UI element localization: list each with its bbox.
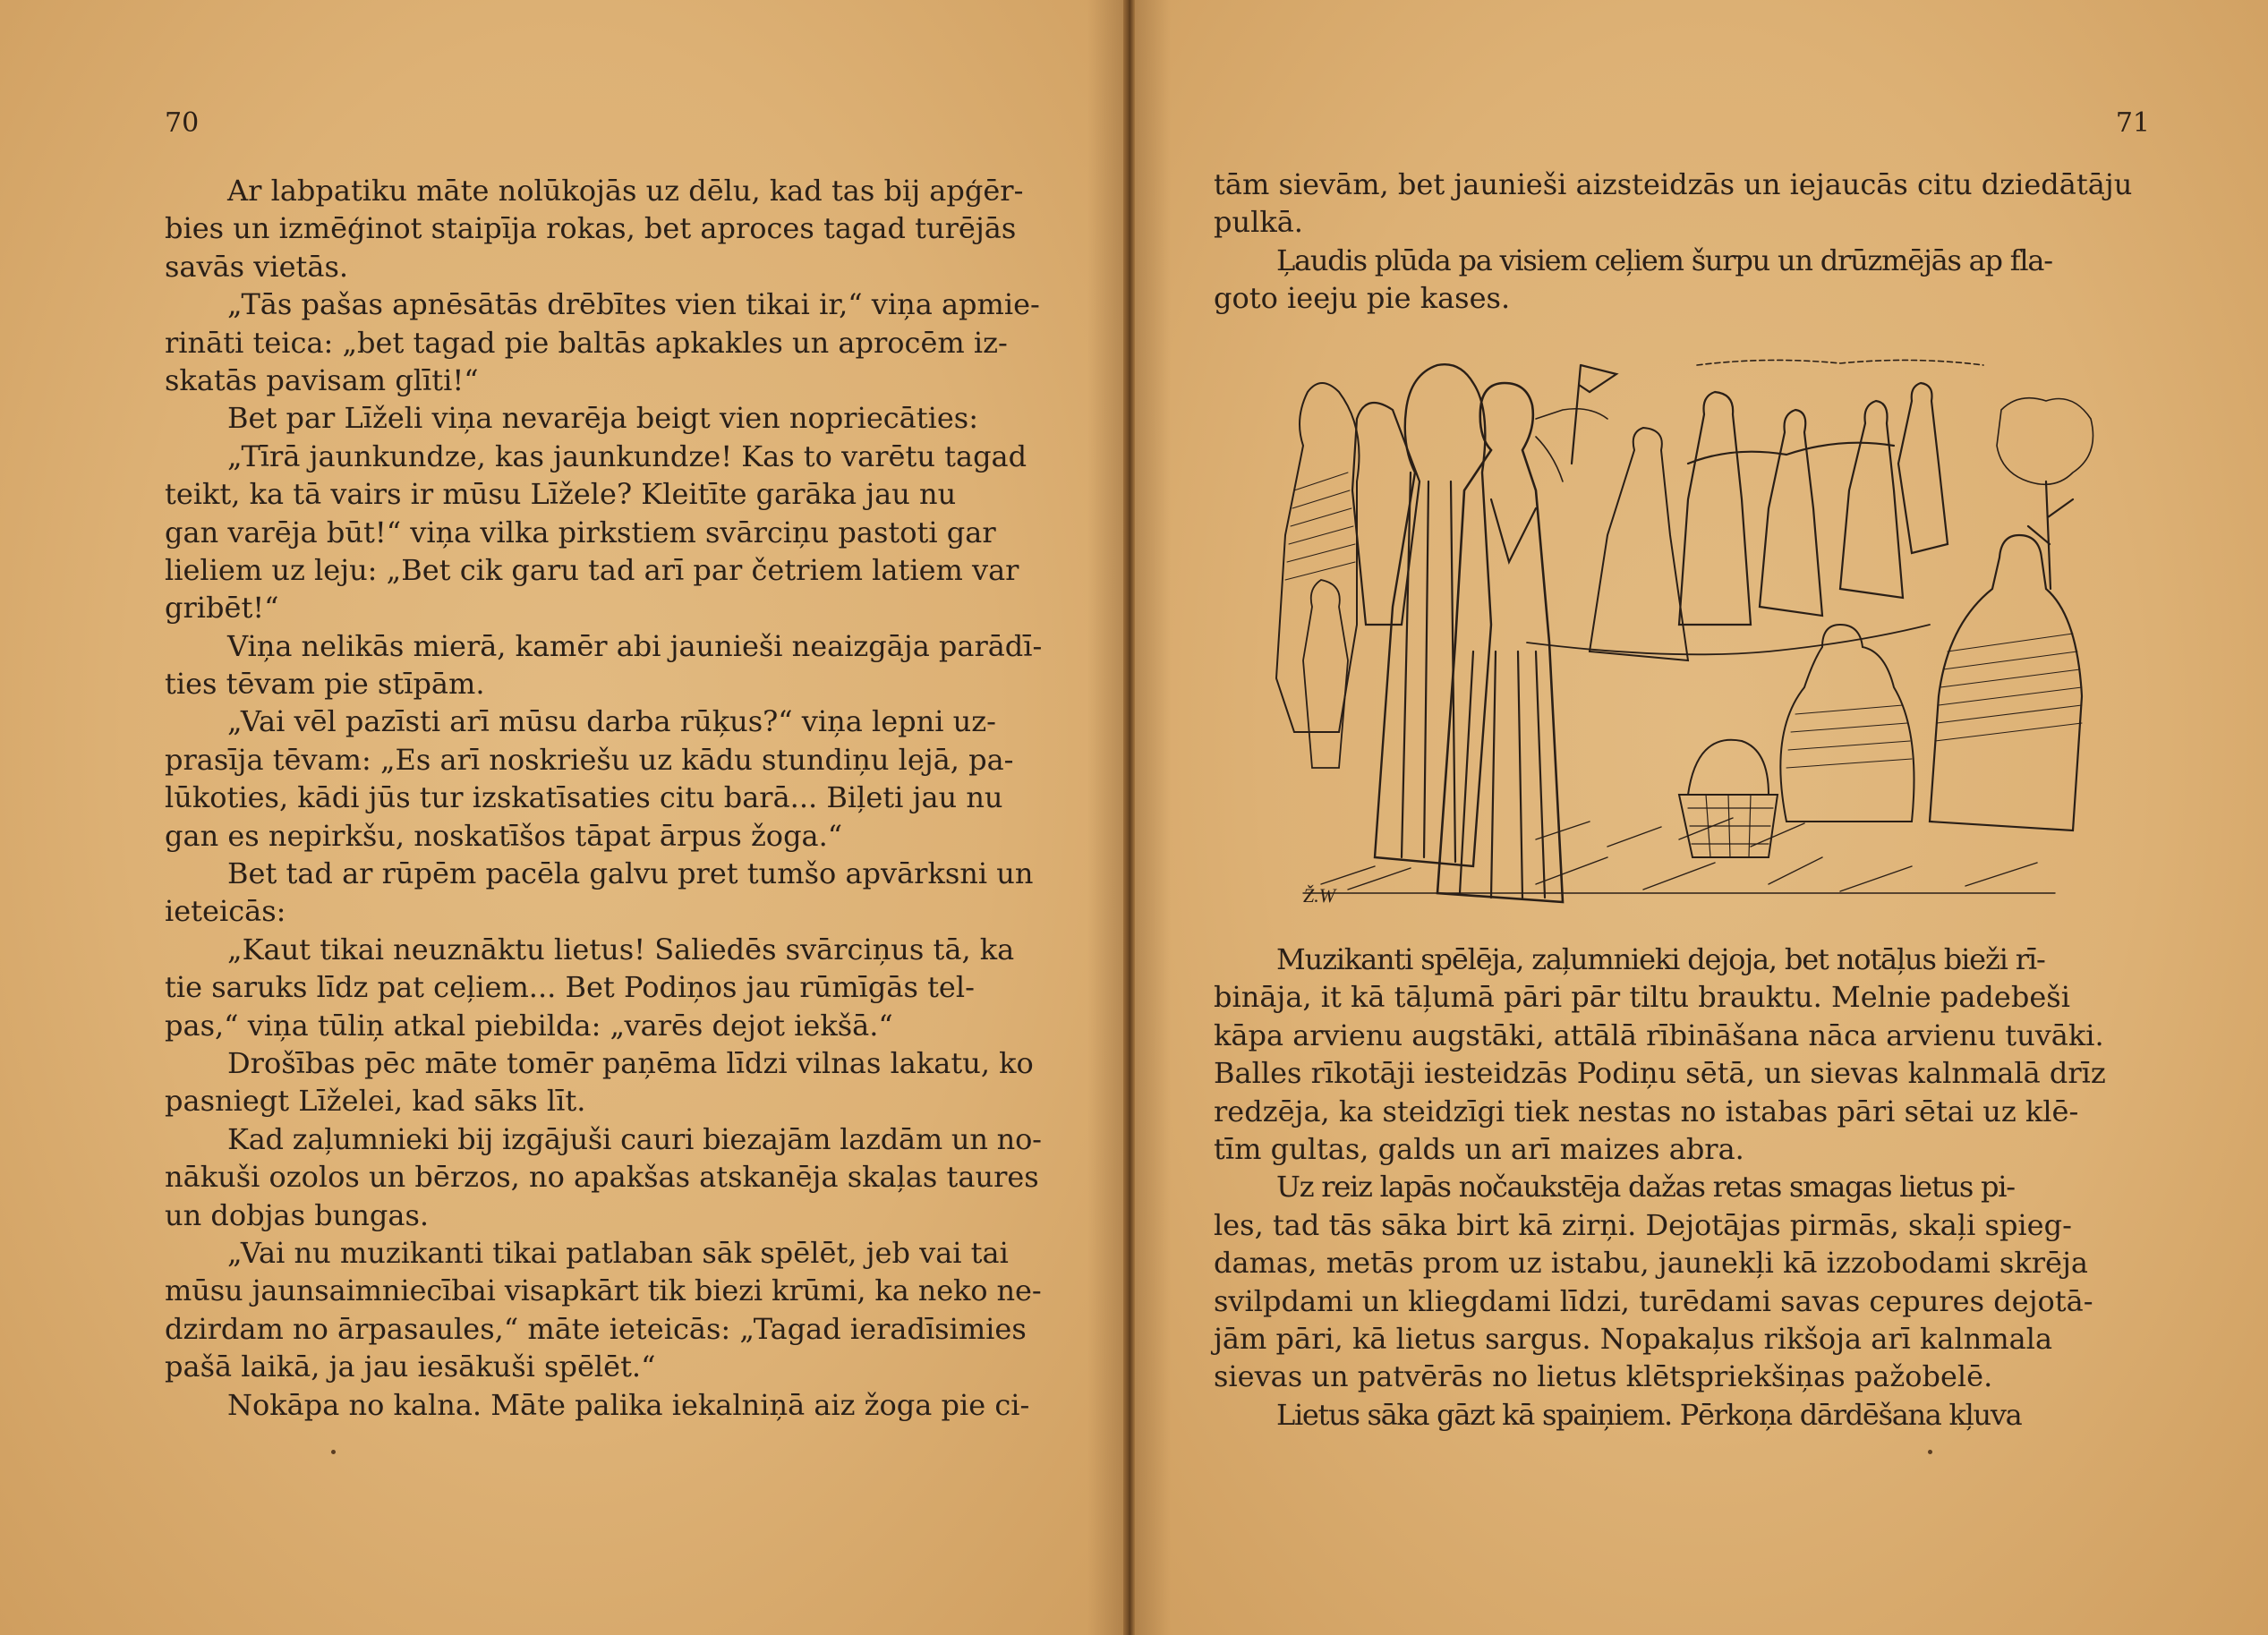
folk-dance-illustration	[1267, 356, 2107, 911]
text-line: pasniegt Līželei, kad sāks līt.	[165, 1084, 586, 1119]
text-line: nākuši ozolos un bērzos, no apakšas atskanēja skaļas taures	[165, 1160, 1039, 1195]
book-spine-gutter	[1123, 0, 1135, 1635]
text-line: rināti teica: „bet tagad pie baltās apkakles un aprocēm iz-	[165, 325, 1008, 360]
text-line: Kad zaļumnieki bij izgājuši cauri biezajām lazdām un no-	[227, 1121, 1042, 1156]
text-line: prasīja tēvam: „Es arī noskriešu uz kādu stundiņu lejā, pa-	[165, 742, 1014, 777]
text-line: bināja, it kā tāļumā pāri pār tiltu brauktu. Melnie padebeši	[1214, 980, 2070, 1015]
text-line: goto ieeju pie kases.	[1214, 281, 1511, 316]
text-line: Ļaudis plūda pa visiem ceļiem šurpu un drūzmējās ap fla-	[1276, 243, 2052, 277]
left-page	[0, 0, 1123, 1635]
text-line: „Vai nu muzikanti tikai patlaban sāk spēlēt, jeb vai tai	[227, 1235, 1009, 1270]
text-line: tīm gultas, galds un arī maizes abra.	[1214, 1131, 1744, 1166]
text-line: kāpa arvienu augstāki, attālā rībināšana nāca arvienu tuvāki.	[1214, 1018, 2104, 1052]
text-line: lūkoties, kādi jūs tur izskatīsaties citu barā... Biļeti jau nu	[165, 780, 1003, 815]
left-page-text	[165, 172, 1042, 1424]
text-line: gan varēja būt!“ viņa vilka pirkstiem svārciņu pastoti gar	[165, 515, 996, 549]
text-line: ieteicās:	[165, 894, 286, 929]
text-line: Lietus sāka gāzt kā spaiņiem. Pērkoņa dārdēšana kļuva	[1276, 1397, 2022, 1432]
text-line: bies un izmēģinot staipīja rokas, bet aproces tagad turējās	[165, 211, 1017, 246]
text-line: pas,“ viņa tūliņ atkal piebilda: „varēs dejot iekšā.“	[165, 1008, 893, 1043]
text-line: „Tīrā jaunkundze, kas jaunkundze! Kas to varētu tagad	[227, 439, 1027, 473]
text-line: Bet par Līželi viņa nevarēja beigt vien nopriecāties:	[227, 401, 978, 436]
text-line: skatās pavisam glīti!“	[165, 362, 479, 397]
text-line: gan es nepirkšu, noskatīšos tāpat ārpus žoga.“	[165, 818, 843, 853]
text-line: gribēt!“	[165, 591, 279, 626]
page-number-left: 70	[165, 107, 200, 139]
text-line: Nokāpa no kalna. Māte palika iekalniņā aiz žoga pie ci-	[227, 1387, 1030, 1422]
text-line: „Tās pašas apnēsātās drēbītes vien tikai ir,“ viņa apmie-	[227, 287, 1040, 322]
text-line: sievas un patvērās no lietus klētspriekšiņas pažobelē.	[1214, 1359, 1993, 1394]
page-number-right: 71	[2115, 107, 2150, 139]
print-speck	[331, 1450, 336, 1454]
right-page-text-top	[1214, 166, 2268, 318]
text-line: les, tad tās sāka birt kā zirņi. Dejotājas pirmās, skaļi spieg-	[1214, 1207, 2072, 1242]
text-line: Uz reiz lapās nočaukstēja dažas retas smagas lietus pi-	[1276, 1170, 2015, 1205]
text-line: lieliem uz leju: „Bet cik garu tad arī par četriem latiem var	[165, 552, 1019, 587]
text-line: savās vietās.	[165, 249, 349, 284]
text-line: Viņa nelikās mierā, kamēr abi jaunieši neaizgāja parādī-	[227, 628, 1043, 663]
text-line: Ar labpatiku māte nolūkojās uz dēlu, kad tas bij apģēr-	[227, 174, 1024, 208]
right-page-text-bottom	[1214, 941, 2268, 1434]
text-line: tie saruks līdz pat ceļiem... Bet Podiņos jau rūmīgās tel-	[165, 970, 975, 1005]
text-line: Bet tad ar rūpēm pacēla galvu pret tumšo apvārksni un	[227, 856, 1034, 891]
text-line: Balles rīkotāji iesteidzās Podiņu sētā, un sievas kalnmalā drīz	[1214, 1056, 2106, 1091]
text-line: redzēja, ka steidzīgi tiek nestas no istabas pāri sētai uz klē-	[1214, 1094, 2079, 1128]
text-line: dzirdam no ārpasaules,“ māte ieteicās: „Tagad ieradīsimies	[165, 1311, 1027, 1346]
print-speck	[1928, 1450, 1932, 1454]
text-line: Drošības pēc māte tomēr paņēma līdzi vilnas lakatu, ko	[227, 1045, 1034, 1080]
text-line: jām pāri, kā lietus sargus. Nopakaļus rikšoja arī kalnmala	[1214, 1321, 2053, 1356]
text-line: ties tēvam pie stīpām.	[165, 667, 485, 702]
illustration-signature: Ž.W	[1303, 884, 1336, 907]
right-page	[1135, 0, 2268, 1635]
text-line: Muzikanti spēlēja, zaļumnieki dejoja, bet notāļus bieži rī-	[1276, 942, 2045, 976]
text-line: pašā laikā, ja jau iesākuši spēlēt.“	[165, 1350, 656, 1384]
text-line: damas, metās prom uz istabu, jaunekļi kā izzobodami skrēja	[1214, 1246, 2088, 1281]
text-line: pulkā.	[1214, 205, 1303, 240]
text-line: mūsu jaunsaimniecībai visapkārt tik biezi krūmi, ka neko ne-	[165, 1273, 1042, 1308]
text-line: svilpdami un kliegdami līdzi, turēdami savas cepures dejotā-	[1214, 1283, 2093, 1318]
text-line: tām sievām, bet jaunieši aizsteidzās un iejaucās citu dziedātāju	[1214, 167, 2133, 201]
text-line: „Kaut tikai neuznāktu lietus! Saliedēs svārciņus tā, ka	[227, 932, 1015, 967]
text-line: „Vai vēl pazīsti arī mūsu darba rūķus?“ viņa lepni uz-	[227, 704, 996, 739]
text-line: teikt, ka tā vairs ir mūsu Līžele? Kleitīte garāka jau nu	[165, 477, 957, 512]
text-line: un dobjas bungas.	[165, 1197, 430, 1232]
